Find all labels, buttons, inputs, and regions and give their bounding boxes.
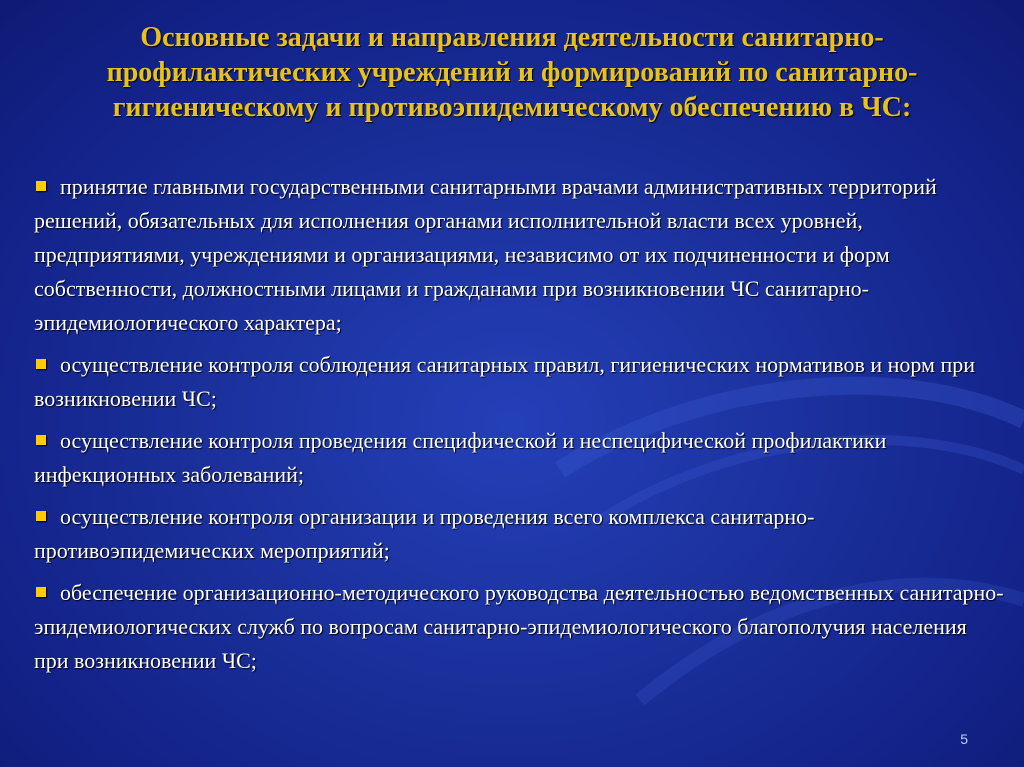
square-bullet-icon [36,511,46,521]
list-item [34,348,1004,416]
list-item-text: обеспечение организационно-методического руководства деятельностью ведомственных санитарно-эпидемиологических служб по вопросам санитарно-эпидемиологического благополучия населения при возникновении ЧС; [34,580,1004,673]
list-item [34,576,1004,678]
list-item-text: осуществление контроля соблюдения санитарных правил, гигиенических нормативов и норм при возникновении ЧС; [34,352,976,411]
list-item [34,170,1004,340]
square-bullet-icon [36,587,46,597]
list-item [34,500,1004,568]
list-item-text: осуществление контроля организации и проведения всего комплекса санитарно-противоэпидемических мероприятий; [34,504,815,563]
square-bullet-icon [36,359,46,369]
list-item [34,424,1004,492]
square-bullet-icon [36,435,46,445]
page-number: 5 [960,731,968,747]
square-bullet-icon [36,181,46,191]
list-item-text: принятие главными государственными санитарными врачами административных территорий решений, обязательных для исполнения органами исполнительной власти всех уровней, предприятиями, учреждениями и организациями, независимо от их подчиненности и форм собственности, должностными лицами и гражданами при возникновении ЧС санитарно-эпидемиологического характера; [34,174,937,335]
bullet-list [34,170,1004,686]
list-item-text: осуществление контроля проведения специфической и неспецифической профилактики инфекционных заболеваний; [34,428,887,487]
slide-title: Основные задачи и направления деятельности санитарно-профилактических учреждений и формирований по санитарно-гигиеническому и противоэпидемическому обеспечению в ЧС: [106,22,918,123]
